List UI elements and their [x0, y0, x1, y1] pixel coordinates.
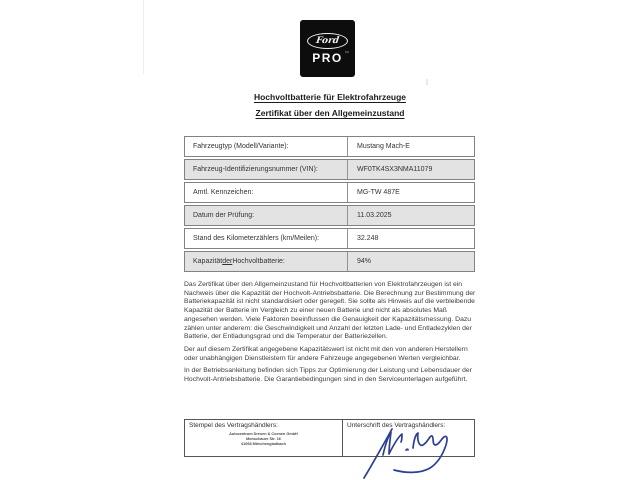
pro-wordmark: [312, 50, 349, 65]
table-row-vin: [184, 159, 475, 180]
ford-pro-logo: [300, 20, 355, 77]
row-label: Datum der Prüfung:: [185, 206, 348, 225]
dealer-stamp: [189, 432, 338, 446]
row-label: Fahrzeug-Identifizierungsnummer (VIN):: [185, 160, 348, 179]
stamp-line-city: 41068 Mönchengladbach: [240, 440, 286, 446]
row-label: Stand des Kilometerzählers (km/Meilen):: [185, 229, 348, 248]
page-title: Hochvoltbatterie für Elektrofahrzeuge: [253, 92, 407, 102]
pro-label: PRO: [312, 51, 343, 65]
page-subtitle: Zertifikat über den Allgemeinzustand: [255, 108, 405, 118]
paragraph-manual-reference: In der Betriebsanleitung befinden sich Tipps zur Optimierung der Leistung und Lebensdauer der Hochvolt-Antriebsbatterie. Die Garantiebedingungen sind in den Serviceunterlagen aufgeführt.: [184, 367, 472, 384]
row-value: 11.03.2025: [357, 212, 392, 219]
table-row-odometer: [184, 228, 475, 249]
scan-artifact-dot: [426, 79, 428, 85]
row-value: Mustang Mach-E: [357, 143, 410, 150]
signature-label: Unterschrift des Vertragshändlers:: [347, 422, 446, 429]
row-value: WF0TK4SX3NMA11079: [357, 166, 433, 173]
table-row-vehicle-type: [184, 136, 475, 157]
row-label: Fahrzeugtyp (Modell/Variante):: [185, 137, 348, 156]
handwritten-signature: [350, 421, 485, 479]
row-label: [185, 252, 348, 271]
stamp-line-street: Monschauer Str. 16: [246, 435, 281, 441]
paragraph-comparability-note: Der auf diesem Zertifikat angegebene Kapazitätswert ist nicht mit den von anderen Herstellern oder unabhängigen Dienstleistern für andere Fahrzeuge angegebenen Werten vergleichbar.: [184, 345, 468, 362]
trademark-symbol: ™: [344, 50, 349, 55]
vehicle-data-table: [184, 136, 475, 274]
dealer-stamp-cell: [185, 420, 343, 456]
paragraph-capacity-explanation: Das Zertifikat über den Allgemeinzustand für Hochvoltbatterien von Elektrofahrzeugen ist ein Nachweis über die Kapazität der Hochvolt-Antriebsbatterie. Die Berechnung zur Bestimmung der Batteriekapazität ist nicht standardisiert oder geregelt. Sie sollte als Hinweis auf die verbleibende Kapazität der Batterie im Vergleich zu einer neuen Batterie und nicht als absolutes Maß angesehen werden. Viele Faktoren beeinflussen die Genauigkeit der Kapazitätsmessung. Dazu zählen unter anderem: die Geschwindigkeit und Anzahl der letzten Lade- und Entladezyklen der Batterie, der Entladungsgrad und die Temperatur der Batteriezellen.: [184, 281, 476, 341]
table-row-license-plate: [184, 182, 475, 203]
label-underlined: der: [222, 258, 233, 265]
row-label: Amtl. Kennzeichen:: [185, 183, 348, 202]
stamp-line-company: Autozentrum Dresen & Coenen GmbH: [229, 431, 298, 436]
stamp-label: Stempel des Vertragshändlers:: [189, 422, 278, 429]
row-value: MG-TW 487E: [357, 189, 400, 196]
scan-artifact-line: [143, 0, 144, 74]
label-prefix: Kapazität: [193, 258, 223, 265]
row-value: 94%: [357, 258, 372, 265]
certificate-body-text: [184, 281, 480, 389]
table-row-battery-capacity: [184, 251, 475, 272]
row-value: 32.248: [357, 235, 379, 242]
label-suffix: Hochvoltbatterie:: [232, 258, 285, 265]
table-row-test-date: [184, 205, 475, 226]
ford-script-text: Ford: [315, 35, 340, 46]
ford-oval-icon: [307, 33, 348, 49]
